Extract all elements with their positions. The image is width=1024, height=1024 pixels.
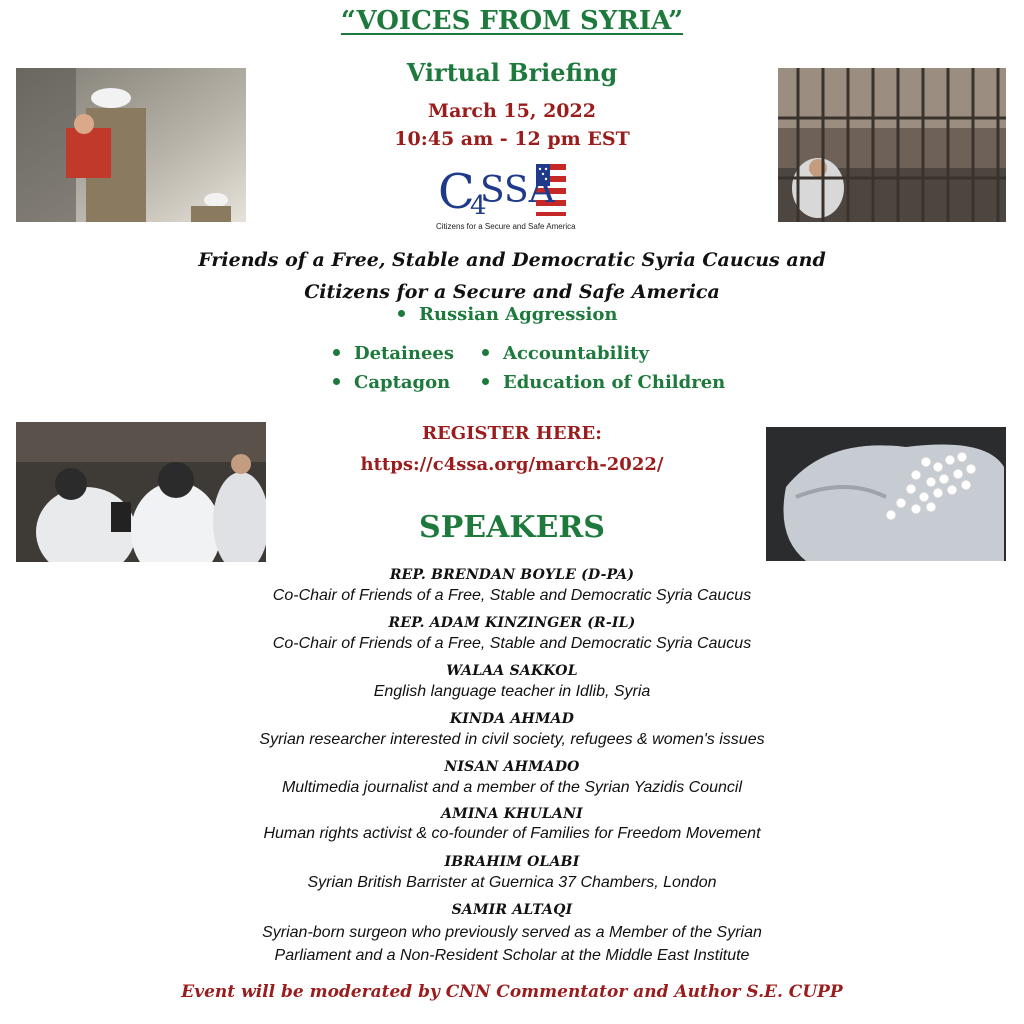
topic-detainees: Detainees: [333, 343, 454, 364]
event-date: March 15, 2022: [428, 100, 596, 122]
organizers: [0, 244, 1024, 308]
bullet-icon: [482, 378, 489, 385]
svg-text:SSA: SSA: [480, 170, 555, 211]
bullet-icon: [333, 349, 340, 356]
speaker-name: REP. ADAM KINZINGER (R-IL): [388, 615, 636, 631]
register-label: REGISTER HERE:: [422, 423, 602, 444]
bullet-icon: [398, 310, 405, 317]
event-time: 10:45 am - 12 pm EST: [394, 128, 630, 150]
event-title: “VOICES FROM SYRIA”: [340, 6, 684, 36]
register-link[interactable]: https://c4ssa.org/march-2022/: [360, 454, 664, 475]
speaker-name: KINDA AHMAD: [449, 711, 575, 727]
bullet-icon: [482, 349, 489, 356]
prison-cell-photo: [778, 68, 1006, 222]
speaker-role: English language teacher in Idlib, Syria: [373, 683, 651, 700]
logo-tagline: Citizens for a Secure and Safe America: [436, 222, 576, 231]
organizers-line-2: Citizens for a Secure and Safe America: [304, 281, 720, 303]
speaker-role: Co-Chair of Friends of a Free, Stable and Democratic Syria Caucus: [272, 635, 752, 652]
speaker-name: WALAA SAKKOL: [446, 663, 578, 679]
speaker-role: Syrian researcher interested in civil society, refugees & women's issues: [259, 731, 765, 748]
c4ssa-logo: [436, 160, 576, 234]
speaker-role: Syrian British Barrister at Guernica 37 Chambers, London: [307, 874, 717, 891]
speaker-role-continued: Parliament and a Non-Resident Scholar at the Middle East Institute: [274, 947, 750, 964]
moderator-note: Event will be moderated by CNN Commentator and Author S.E. CUPP: [181, 982, 843, 1002]
speaker-role: Human rights activist & co-founder of Families for Freedom Movement: [263, 825, 761, 842]
speaker-name: IBRAHIM OLABI: [444, 854, 580, 870]
speaker-role: Multimedia journalist and a member of the Syrian Yazidis Council: [281, 779, 743, 796]
topic-captagon: Captagon: [333, 372, 450, 393]
event-subtitle: Virtual Briefing: [406, 58, 618, 87]
organizers-line-1: Friends of a Free, Stable and Democratic Syria Caucus and: [198, 249, 826, 271]
speaker-role: Syrian-born surgeon who previously served as a Member of the Syrian: [262, 924, 762, 941]
topic-education-of-children: Education of Children: [482, 372, 725, 393]
rescue-workers-photo: [16, 68, 246, 222]
speaker-name: SAMIR ALTAQI: [451, 902, 573, 918]
svg-text:C: C: [438, 164, 475, 220]
speaker-name: REP. BRENDAN BOYLE (D-PA): [389, 567, 635, 583]
bullet-icon: [333, 378, 340, 385]
svg-text:4: 4: [470, 191, 487, 221]
speaker-name: AMINA KHULANI: [441, 806, 583, 822]
speaker-role: Co-Chair of Friends of a Free, Stable and Democratic Syria Caucus: [272, 587, 752, 604]
speakers-heading: SPEAKERS: [419, 510, 605, 545]
c4ssa-logo-mark: [436, 160, 572, 222]
speaker-name: NISAN AHMADO: [444, 759, 580, 775]
topic-russian-aggression: Russian Aggression: [398, 304, 617, 325]
topic-accountability: Accountability: [482, 343, 649, 364]
